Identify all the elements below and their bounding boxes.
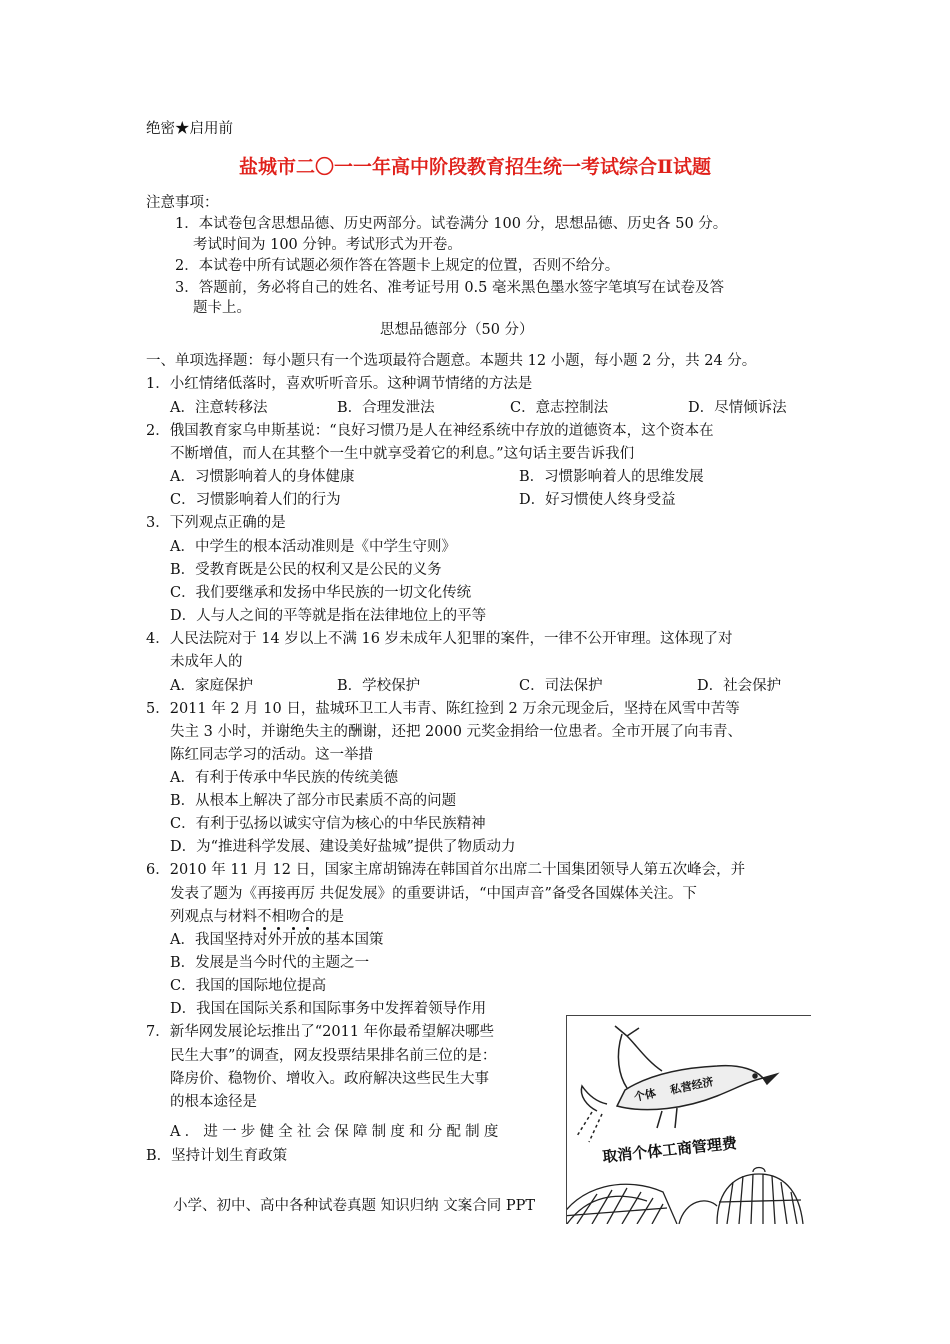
question-stem: 2．俄国教育家乌申斯基说：“良好习惯乃是人在神经系统中存放的道德资本，这个资本在 bbox=[146, 423, 714, 439]
option-c: C．习惯影响着人们的行为 bbox=[170, 492, 341, 508]
option-d: D．为“推进科学发展、建设美好盐城”提供了物质动力 bbox=[170, 839, 516, 855]
question-stem: 失主 3 小时，并谢绝失主的酬谢，还把 2000 元奖金捐给一位患者。全市开展了向韦青、 bbox=[170, 724, 743, 740]
option-b: B．习惯影响着人的思维发展 bbox=[519, 469, 704, 485]
option-b: B．学校保护 bbox=[337, 678, 421, 694]
question-stem: 不断增值，而人在其整个一生中就享受着它的利息。”这句话主要告诉我们 bbox=[170, 446, 635, 462]
option-d: D．好习惯使人终身受益 bbox=[519, 492, 676, 508]
section-instruction: 一、单项选择题：每小题只有一个选项最符合题意。本题共 12 小题，每小题 2 分，共 24 分。 bbox=[146, 353, 757, 369]
option-a: A．注意转移法 bbox=[170, 400, 268, 416]
notes-heading: 注意事项： bbox=[146, 195, 219, 211]
option-d: D．人与人之间的平等就是指在法律地位上的平等 bbox=[170, 608, 487, 624]
option-b: B．受教育既是公民的权利又是公民的义务 bbox=[170, 562, 442, 578]
bird-label-2: 私营经济 bbox=[669, 1076, 715, 1097]
option-c: C．司法保护 bbox=[519, 678, 603, 694]
stem-text: 列观点与材料 bbox=[170, 909, 257, 925]
question-stem: 3．下列观点正确的是 bbox=[146, 515, 286, 531]
option-c: C．我们要继承和发扬中华民族的一切文化传统 bbox=[170, 585, 472, 601]
question-stem: 发表了题为《再接再厉 共促发展》的重要讲话，“中国声音”备受各国媒体关注。下 bbox=[170, 886, 697, 902]
option-a: A．习惯影响着人的身体健康 bbox=[170, 469, 355, 485]
emphasis-char: 不 bbox=[257, 909, 272, 925]
option-a: A．中学生的根本活动准则是《中学生守则》 bbox=[170, 539, 456, 555]
option-a: A．有利于传承中华民族的传统美德 bbox=[170, 770, 398, 786]
question-stem: 降房价、稳物价、增收入。政府解决这些民生大事 bbox=[170, 1071, 489, 1087]
option-b: B．发展是当今时代的主题之一 bbox=[170, 955, 370, 971]
emphasis-char: 相 bbox=[271, 909, 286, 925]
exam-title: 盐城市二〇一一年高中阶段教育招生统一考试综合Ⅱ试题 bbox=[238, 156, 711, 178]
question-stem: 1．小红情绪低落时，喜欢听听音乐。这种调节情绪的方法是 bbox=[146, 376, 533, 392]
note-item: 3．答题前，务必将自己的姓名、准考证号用 0.5 毫米黑色墨水签字笔填写在试卷及答 bbox=[175, 280, 725, 296]
question-stem: 未成年人的 bbox=[170, 654, 243, 670]
option-a: A．家庭保护 bbox=[170, 678, 253, 694]
question-stem: 6．2010 年 11 月 12 日，国家主席胡锦涛在韩国首尔出席二十国集团领导人第五次峰会，并 bbox=[146, 862, 746, 878]
question-stem bbox=[170, 907, 344, 927]
option-b: B．合理发泄法 bbox=[337, 400, 435, 416]
option-c: C．意志控制法 bbox=[510, 400, 609, 416]
note-item: 1．本试卷包含思想品德、历史两部分。试卷满分 100 分，思想品德、历史各 50 分。 bbox=[175, 216, 728, 232]
emphasis-char: 合 bbox=[300, 909, 315, 925]
question-stem: 陈红同志学习的活动。这一举措 bbox=[170, 747, 373, 763]
option-a: A．进一步健全社会保障制度和分配制度 bbox=[170, 1124, 503, 1140]
option-d: D．我国在国际关系和国际事务中发挥着领导作用 bbox=[170, 1001, 487, 1017]
note-item: 题卡上。 bbox=[193, 300, 251, 316]
option-a: A．我国坚持对外开放的基本国策 bbox=[170, 932, 384, 948]
option-d: D．尽情倾诉法 bbox=[688, 400, 787, 416]
option-c: C．有利于弘扬以诚实守信为核心的中华民族精神 bbox=[170, 816, 486, 832]
bird-label-1: 个体 bbox=[633, 1087, 658, 1104]
section-title: 思想品德部分（50 分） bbox=[380, 322, 534, 338]
question-stem: 的根本途径是 bbox=[170, 1094, 257, 1110]
question-stem: 4．人民法院对于 14 岁以上不满 16 岁未成年人犯罪的案件，一律不公开审理。这体现了对 bbox=[146, 631, 733, 647]
confidential-label: 绝密★启用前 bbox=[146, 121, 233, 137]
footer-text: 小学、初中、高中各种试卷真题 知识归纳 文案合同 PPT bbox=[173, 1198, 536, 1214]
cage-icon bbox=[567, 1168, 803, 1225]
stem-text: 的是 bbox=[315, 909, 344, 925]
question-stem: 7．新华网发展论坛推出了“2011 年你最希望解决哪些 bbox=[146, 1024, 495, 1040]
option-d: D．社会保护 bbox=[697, 678, 782, 694]
cartoon-drawing bbox=[567, 1016, 811, 1224]
emphasis-char: 吻 bbox=[286, 909, 301, 925]
note-item: 考试时间为 100 分钟。考试形式为开卷。 bbox=[193, 237, 462, 253]
option-b: B．从根本上解决了部分市民素质不高的问题 bbox=[170, 793, 457, 809]
option-b: B．坚持计划生育政策 bbox=[146, 1148, 288, 1164]
question-stem: 5．2011 年 2 月 10 日，盐城环卫工人韦青、陈红捡到 2 万余元现金后，坚持在风雪中苦等 bbox=[146, 701, 740, 717]
question-stem: 民生大事”的调查，网友投票结果排名前三位的是： bbox=[170, 1048, 497, 1064]
note-item: 2．本试卷中所有试题必须作答在答题卡上规定的位置，否则不给分。 bbox=[175, 258, 620, 274]
option-c: C．我国的国际地位提高 bbox=[170, 978, 327, 994]
cartoon-illustration bbox=[566, 1015, 811, 1224]
cartoon-caption: 取消个体工商管理费 bbox=[601, 1134, 738, 1166]
